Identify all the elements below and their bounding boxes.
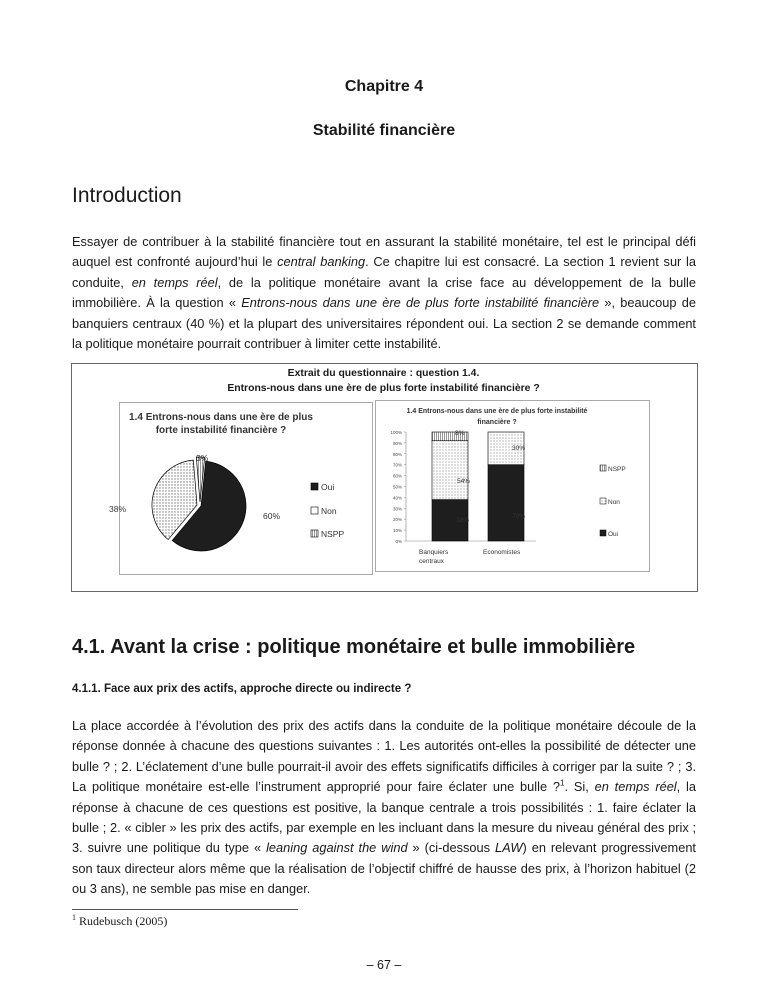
y-tick-label: 50% bbox=[392, 484, 402, 490]
legend-label-nspp: NSPP bbox=[321, 529, 345, 539]
pie-chart bbox=[109, 403, 372, 574]
y-tick-label: 10% bbox=[392, 528, 402, 534]
page-number: – 67 – bbox=[366, 958, 402, 972]
bar-value-label: 30% bbox=[512, 445, 526, 452]
section-paragraph: La place accordée à l’évolution des prix des actifs dans la conduite de la politique monétaire découle de la réponse donnée à chacune des questions suivantes : 1. Les autorités ont-elles la possibilité de détecter une bulle ? ; 2. L’éclatement d’une bulle pourrait-il avoir des effets significatifs difficiles à corriger par la suite ? ; 3. La politique monétaire est-elle l’instrument approprié pour faire éclater une bulle ?$^1$. Si, en temps réel, la réponse à chacune de ces questions est positive, la banque centrale a trois possibilités : 1. faire éclater la bulle ; 2. « cibler » les prix des actifs, par exemple en les incluant dans la mesure du niveau général des prix ; 3. suivre une politique du type « leaning against the wind » (ci-dessous LAW) en relevant progressivement son taux directeur alors même que la réalisation de l’objectif chiffré de hausse des prix, à l’horizon habituel (2 ou 3 ans), ne semble pas mise en danger. bbox=[72, 718, 696, 897]
bar-legend-swatch-oui bbox=[600, 530, 606, 536]
legend-label-oui: Oui bbox=[321, 482, 335, 492]
xtick-label-banquiers-2: centraux bbox=[419, 558, 444, 565]
bar-legend-label-oui: Oui bbox=[608, 531, 619, 538]
y-tick-label: 100% bbox=[390, 430, 402, 435]
chapter-number: Chapitre 4 bbox=[344, 78, 424, 95]
y-tick-label: 40% bbox=[392, 495, 402, 501]
subsection-heading: 4.1.1. Face aux prix des actifs, approche directe ou indirecte ? bbox=[72, 683, 412, 695]
bar-title-line2: financière ? bbox=[477, 419, 517, 426]
y-tick-label: 0% bbox=[395, 539, 402, 544]
bar-value-label: 54% bbox=[457, 478, 471, 485]
pie-chart-panel bbox=[109, 402, 373, 575]
legend-swatch-oui bbox=[311, 483, 318, 490]
section-heading: 4.1. Avant la crise : politique monétaire et bulle immobilière bbox=[72, 636, 636, 658]
box-title-line1: Extrait du questionnaire : question 1.4. bbox=[287, 368, 480, 379]
legend-swatch-nspp bbox=[311, 530, 318, 537]
bar-economistes-oui bbox=[488, 465, 524, 541]
bar-chart-panel bbox=[375, 400, 650, 572]
y-tick-label: 80% bbox=[392, 451, 402, 457]
footnote-rule bbox=[72, 909, 298, 910]
bar-value-label: 8% bbox=[455, 430, 465, 437]
intro-heading: Introduction bbox=[72, 184, 182, 207]
pie-label-oui: 60% bbox=[263, 511, 281, 521]
legend-label-non: Non bbox=[321, 506, 337, 516]
xtick-label-banquiers-1: Banquiers bbox=[419, 549, 449, 556]
y-tick-label: 70% bbox=[392, 462, 402, 468]
bar-legend-swatch-non bbox=[600, 498, 606, 504]
footnote-ref[interactable]: 1 bbox=[560, 778, 565, 788]
bar-legend-label-non: Non bbox=[608, 499, 620, 506]
y-tick-label: 90% bbox=[392, 440, 402, 446]
bar-banquiers-non bbox=[432, 441, 471, 500]
pie-label-non: 38% bbox=[109, 504, 127, 514]
y-tick-label: 30% bbox=[392, 506, 402, 512]
y-tick-label: 60% bbox=[392, 473, 402, 479]
xtick-label-economistes: Economistes bbox=[483, 549, 521, 556]
y-tick-label: 20% bbox=[392, 517, 402, 523]
bar-legend-label-nspp: NSPP bbox=[608, 466, 626, 473]
pie-slices bbox=[152, 457, 246, 551]
intro-paragraph: Essayer de contribuer à la stabilité financière tout en assurant la stabilité monétaire, tel est le principal défi auquel est confronté aujourd’hui le central banking. Ce chapitre lui est consacré. La section 1 revient sur la conduite, en temps réel, de la politique monétaire avant la crise face au développement de la bulle immobilière. À la question « Entrons-nous dans une ère de plus forte instabilité financière », beaucoup de banquiers centraux (40 %) et la plupart des universitaires répondent oui. La section 2 se demande comment la politique monétaire pourrait contribuer à limiter cette instabilité. bbox=[72, 234, 697, 352]
legend-swatch-non bbox=[311, 507, 318, 514]
chapter-title: Stabilité financière bbox=[312, 122, 456, 139]
bar-marks bbox=[432, 430, 525, 541]
bar-legend-swatch-nspp bbox=[600, 465, 606, 471]
stacked-bar-chart bbox=[376, 401, 649, 571]
pie-label-nspp: 3% bbox=[196, 453, 209, 463]
bar-value-label: 38% bbox=[456, 517, 470, 524]
bar-title-line1: 1.4 Entrons-nous dans une ère de plus forte instabilité bbox=[406, 408, 588, 415]
box-title-line2: Entrons-nous dans une ère de plus forte instabilité financière ? bbox=[227, 383, 540, 394]
pie-title-line1: 1.4 Entrons-nous dans une ère de plus bbox=[129, 412, 313, 423]
bar-value-label: 70% bbox=[512, 513, 526, 520]
footnote: $^1$ Rudebusch (2005) bbox=[72, 913, 168, 928]
pie-title-line2: forte instabilité financière ? bbox=[155, 425, 287, 436]
